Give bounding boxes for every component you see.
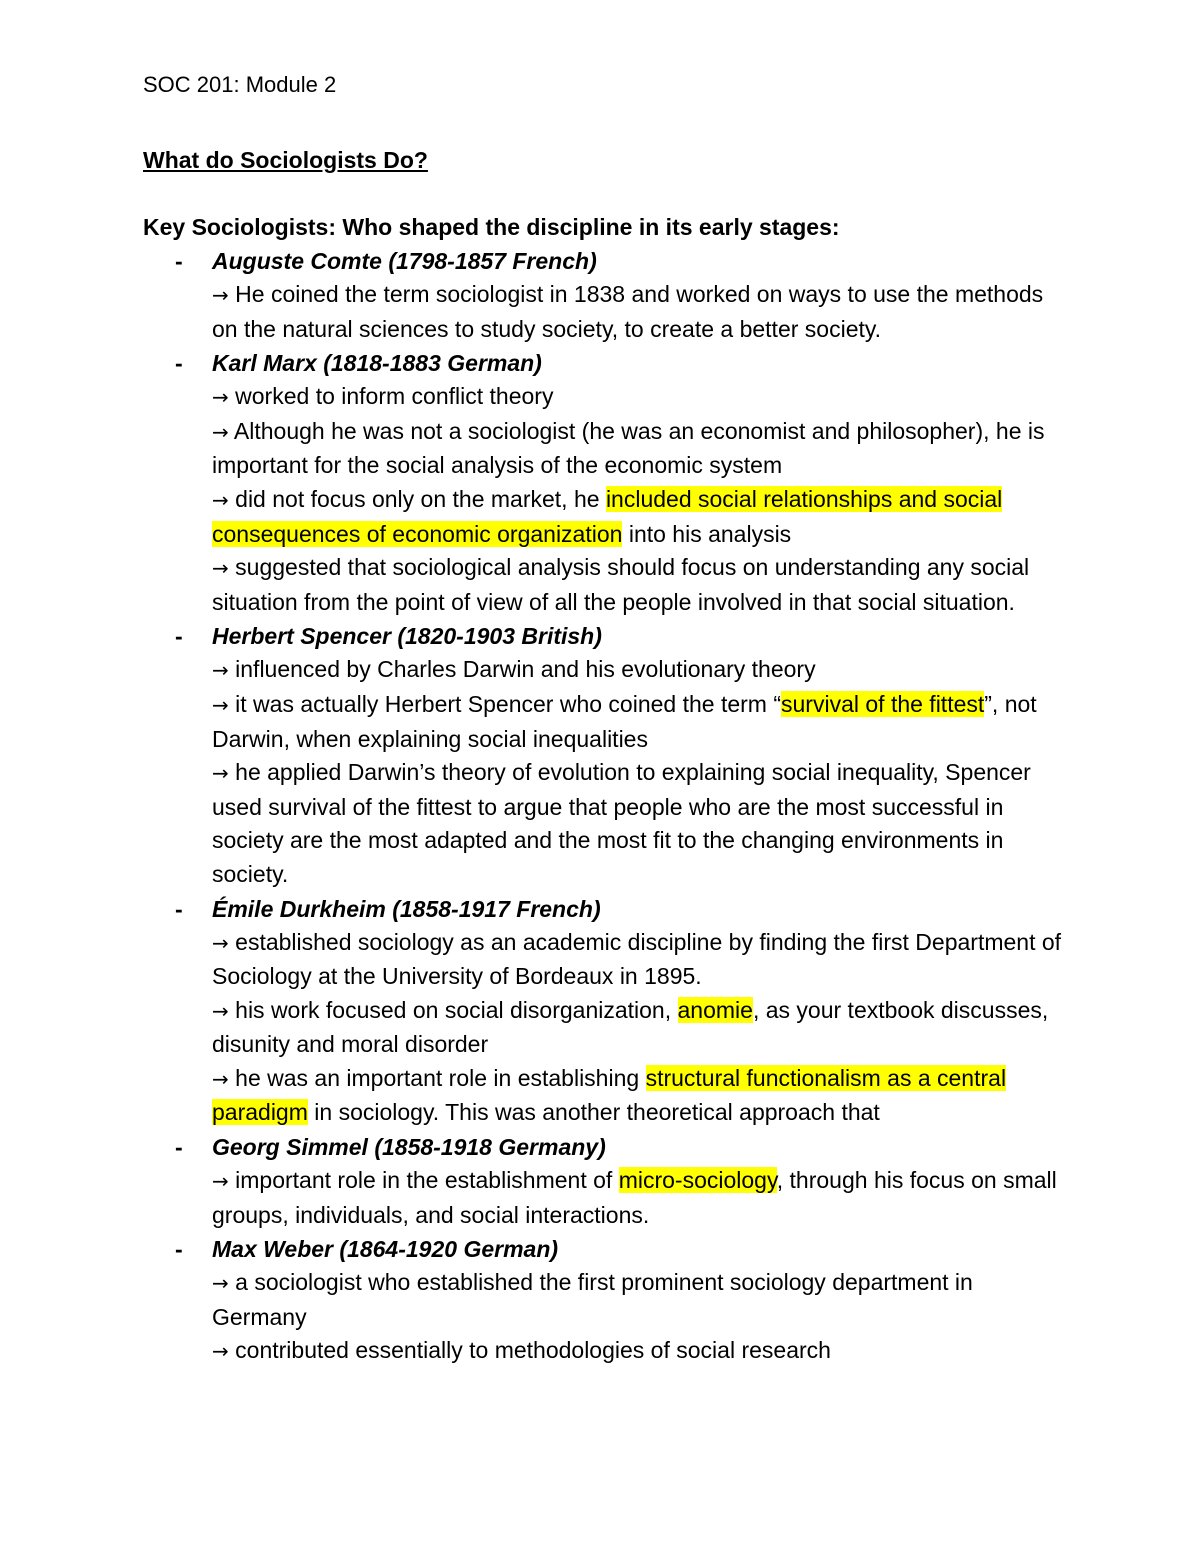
sociologist-notes [212,380,1062,619]
note-text: his work focused on social disorganization, [235,996,678,1023]
note-item [212,1334,1062,1369]
sociologist-name: Max Weber (1864-1920 German) [212,1236,559,1263]
arrow-right-icon: → [212,692,229,717]
note-text: He coined the term sociologist in 1838 and worked on ways to use the methods on the natural sciences to study society, to create a better society. [212,281,1044,342]
sociologist-name-row [0,1130,1200,1164]
note-item [212,926,1062,994]
note-item [212,1062,1062,1130]
note-text: a sociologist who established the first prominent sociology department in Germany [212,1269,973,1330]
note-text: worked to inform conflict theory [235,383,554,410]
highlighted-text: structural functionalism as a central paradigm [212,1064,1007,1126]
sociologist-name: Auguste Comte (1798-1857 French) [212,248,597,274]
sociologist-entry [0,1130,1200,1232]
note-item [212,278,1062,346]
note-text: he applied Darwin’s theory of evolution to explaining social inequality, Spencer used survival of the fittest to argue that people who are the most successful in society are the most adapted and the most fit to the changing environments in society. [212,759,1031,887]
sociologist-name: Émile Durkheim (1858-1917 French) [212,895,601,922]
note-text: suggested that sociological analysis should focus on understanding any social situation from the point of view of all the people involved in that social situation. [212,554,1030,615]
sociologist-notes [212,653,1062,891]
sociologist-notes [212,1164,1062,1232]
sociologist-notes [212,1266,1062,1369]
note-item [212,1164,1062,1232]
note-text: Although he was not a sociologist (he was an economist and philosopher), he is important for the social analysis of the economic system [212,417,1045,479]
arrow-right-icon: → [212,1066,229,1091]
highlighted-text: survival of the fittest [781,690,985,717]
sociologist-list [0,244,1200,1369]
section-heading: Key Sociologists: Who shaped the discipline in its early stages: [143,214,840,240]
note-text: established sociology as an academic discipline by finding the first Department of Sociology at the University of Bordeaux in 1895. [212,928,1062,990]
arrow-right-icon: → [212,998,229,1023]
arrow-right-icon: → [212,487,229,512]
highlighted-text: anomie [677,996,753,1023]
sociologist-notes [212,278,1062,346]
note-item [212,653,1062,688]
arrow-right-icon: → [212,658,229,683]
sociologist-name-row [0,619,1200,653]
arrow-right-icon: → [212,556,229,581]
note-text: , through his focus on small groups, individuals, and social interactions. [212,1167,1057,1228]
note-item [212,1266,1062,1334]
note-text: ”, not Darwin, when explaining social inequalities [212,690,1037,752]
bullet-dash: - [175,350,183,377]
note-item [212,756,1062,891]
bullet-dash: - [175,623,183,650]
sociologist-notes [212,926,1062,1131]
sociologist-name: Herbert Spencer (1820-1903 British) [212,623,602,650]
course-header: SOC 201: Module 2 [143,72,337,97]
note-text: into his analysis [622,520,792,547]
page-title: What do Sociologists Do? [143,147,428,173]
arrow-right-icon: → [212,283,229,307]
sociologist-entry [0,619,1200,891]
note-text: , as your textbook discusses, disunity and moral disorder [212,996,1049,1058]
note-text: contributed essentially to methodologies of social research [235,1337,831,1364]
sociologist-name: Georg Simmel (1858-1918 Germany) [212,1134,606,1161]
bullet-dash: - [175,248,183,274]
note-item [212,994,1062,1062]
sociologist-entry [0,346,1200,619]
note-text: influenced by Charles Darwin and his evolutionary theory [235,656,816,683]
note-text: did not focus only on the market, he [235,485,606,512]
sociologist-name: Karl Marx (1818-1883 German) [212,350,542,377]
sociologist-name-row [0,1232,1200,1266]
sociologist-entry [0,1232,1200,1369]
note-text: he was an important role in establishing [235,1064,646,1091]
note-item [212,688,1062,756]
bullet-dash: - [175,1236,183,1263]
arrow-right-icon: → [212,419,229,444]
bullet-dash: - [175,1134,183,1161]
note-text: it was actually Herbert Spencer who coined the term “ [235,690,782,717]
highlighted-text: included social relationships and social consequences of economic organization [212,485,1003,547]
note-item [212,380,1062,415]
sociologist-entry [0,892,1200,1131]
sociologist-name-row [0,346,1200,380]
arrow-right-icon: → [212,1271,229,1296]
note-item [212,551,1062,619]
note-item [212,483,1062,551]
note-item [212,415,1062,483]
bullet-dash: - [175,895,183,922]
arrow-right-icon: → [212,1339,229,1364]
sociologist-name-row [0,892,1200,926]
arrow-right-icon: → [212,385,229,410]
note-text: in sociology. This was another theoretical approach that [307,1099,880,1126]
sociologist-name-row [0,244,1200,278]
highlighted-text: micro-sociology [618,1167,777,1194]
sociologist-entry [0,244,1200,346]
arrow-right-icon: → [212,761,229,786]
note-text: important role in the establishment of [235,1167,619,1194]
arrow-right-icon: → [212,1169,229,1194]
arrow-right-icon: → [212,930,229,955]
